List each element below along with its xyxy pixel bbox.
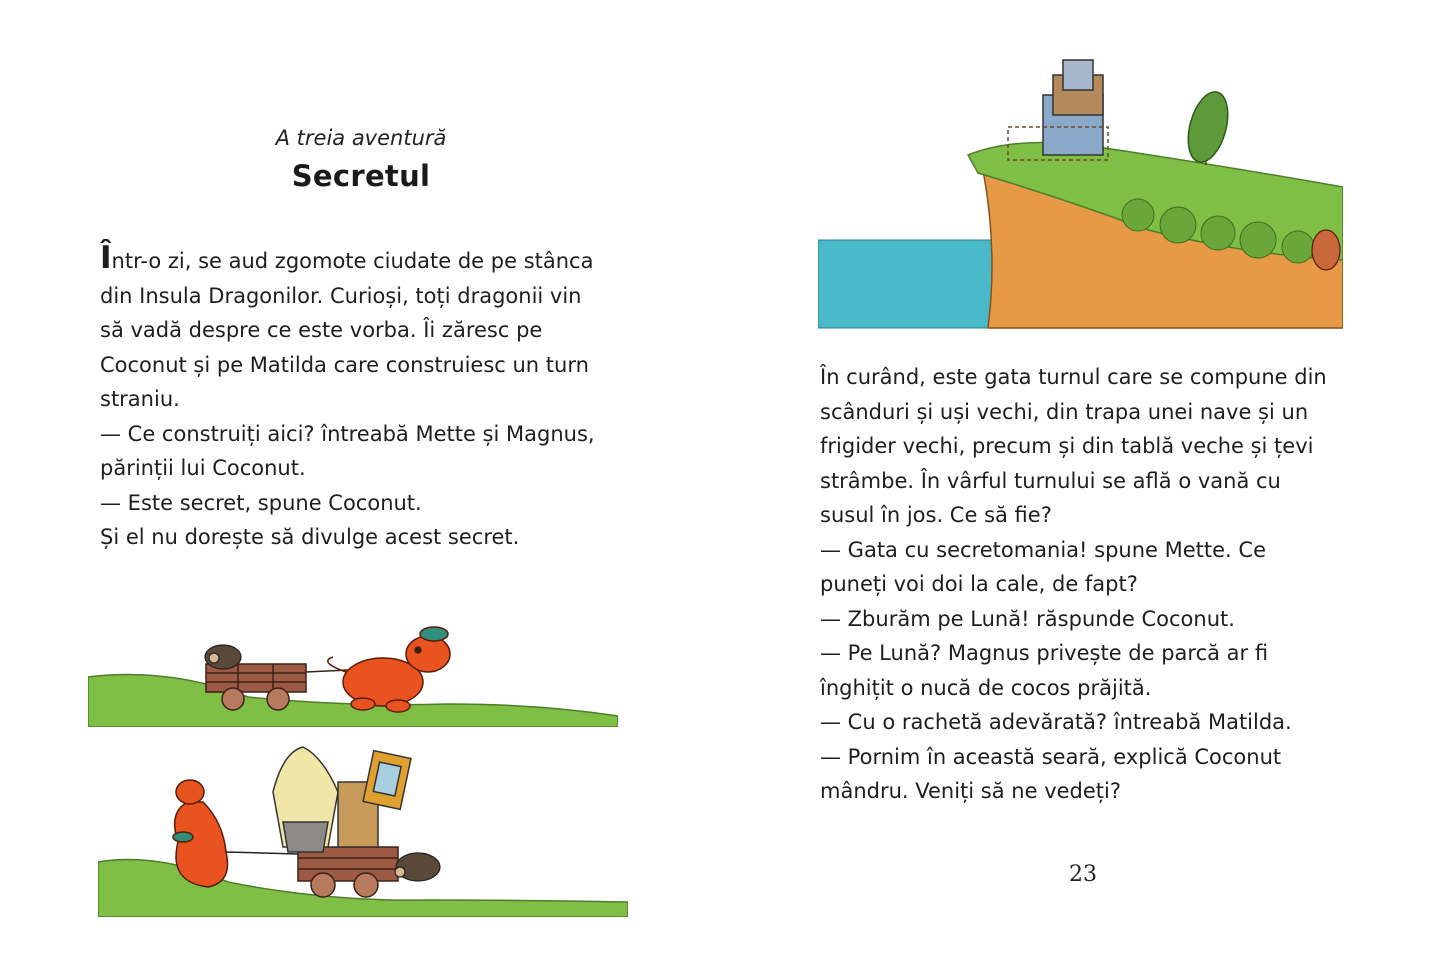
illustration-dragon-loaded-cart [98, 742, 628, 917]
tree [1181, 88, 1234, 167]
text-line: înghițit o nucă de cocos prăjită. [820, 675, 1152, 700]
text-line: — Este secret, spune Coconut. [100, 490, 422, 515]
page-number: 23 [1069, 862, 1097, 887]
text-line: — Gata cu secretomania! spune Mette. Ce [820, 537, 1266, 562]
right-body-text [820, 360, 1327, 809]
text-line: Și el nu dorește să divulge acest secret. [100, 525, 520, 549]
text-line: să vadă despre ce este vorba. Îi zăresc pe [100, 318, 543, 342]
left-page [0, 0, 722, 979]
text-line: Coconut și pe Matilda care construiesc un turn [100, 352, 589, 377]
text-line: — Cu o rachetă adevărată? întreabă Matilda. [820, 710, 1292, 734]
text-line: puneți voi doi la cale, de fapt? [820, 572, 1138, 596]
small-dragon [1312, 230, 1340, 270]
text-line: straniu. [100, 387, 180, 411]
text-line: — Ce construiți aici? întreabă Mette și Magnus, [100, 421, 595, 446]
text-line: — Zburăm pe Lună! răspunde Coconut. [820, 606, 1235, 631]
text-line: Într-o zi, se aud zgomote ciudate de pe stânca [100, 240, 594, 276]
hedgehog [205, 645, 241, 669]
text-line: scânduri și uși vechi, din trapa unei nave și un [820, 399, 1309, 424]
right-page [722, 0, 1445, 979]
left-body-text [100, 240, 595, 555]
drop-cap: Î [100, 240, 112, 276]
text-line: strâmbe. În vârful turnului se află o vană cu [820, 468, 1281, 493]
text-line: mândru. Veniți să ne vedeți? [820, 779, 1122, 803]
cargo-junk [273, 747, 411, 852]
text-line: părinții lui Coconut. [100, 456, 306, 480]
sea [818, 240, 1018, 328]
text-line: — Pe Lună? Magnus privește de parcă ar fi [820, 641, 1269, 665]
illustration-dragon-pulling-cart [88, 612, 618, 727]
text-line: frigider vechi, precum și din tablă veche și țevi [820, 434, 1314, 458]
illustration-cliff-tower [818, 55, 1343, 333]
cart [298, 847, 398, 897]
text-line: În curând, este gata turnul care se compune din [820, 365, 1327, 389]
text-line: — Pornim în această seară, explică Coconut [820, 744, 1282, 769]
text-line: din Insula Dragonilor. Curioși, toți dragonii vin [100, 283, 582, 308]
chapter-subtitle: A treia aventură [275, 126, 447, 150]
text-line: susul în jos. Ce să fie? [820, 503, 1052, 527]
chapter-title: Secretul [291, 159, 431, 193]
hedgehog [395, 853, 440, 881]
